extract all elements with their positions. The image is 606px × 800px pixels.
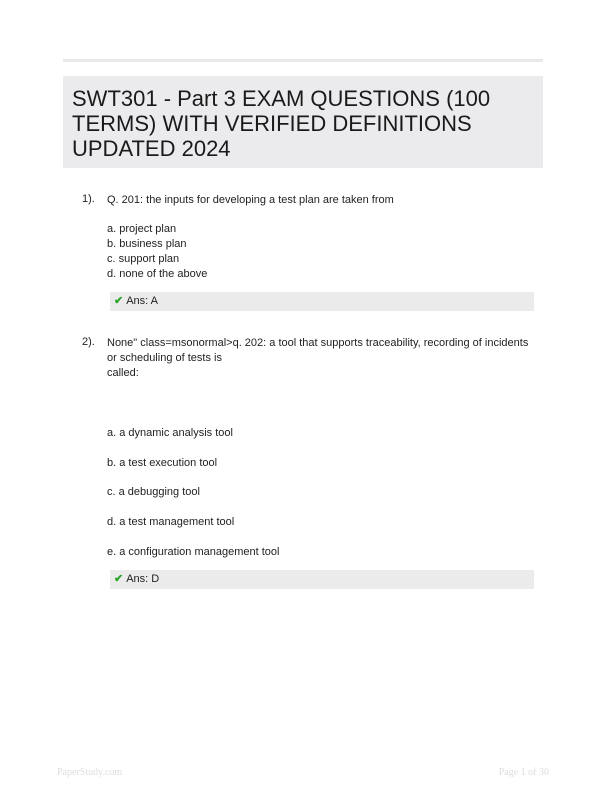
option: e. a configuration management tool xyxy=(107,546,280,558)
question-text-cont: called: xyxy=(107,367,139,379)
question-number: 1). xyxy=(82,193,95,205)
option: a. project plan xyxy=(107,223,177,235)
answer-text: Ans: A xyxy=(126,295,159,307)
question-number: 2). xyxy=(82,336,95,348)
check-icon: ✔ xyxy=(114,295,124,307)
footer-site: PaperStudy.com xyxy=(57,767,123,778)
answer-box xyxy=(110,292,534,311)
divider xyxy=(63,59,543,62)
option: c. support plan xyxy=(107,253,180,265)
answer-box xyxy=(110,570,534,589)
check-icon: ✔ xyxy=(114,573,124,585)
option: b. a test execution tool xyxy=(107,457,218,469)
question-text: None" class=msonormal>q. 202: a tool that supports traceability, recording of incidents or scheduling of tests is xyxy=(107,337,529,364)
option: b. business plan xyxy=(107,238,187,250)
option: d. a test management tool xyxy=(107,516,235,528)
option: d. none of the above xyxy=(107,268,208,280)
page-number: Page 1 of 30 xyxy=(498,767,549,778)
page-title: SWT301 - Part 3 EXAM QUESTIONS (100 TERMS) WITH VERIFIED DEFINITIONS UPDATED 2024 xyxy=(63,76,543,168)
option: a. a dynamic analysis tool xyxy=(107,427,233,439)
question-text: Q. 201: the inputs for developing a test plan are taken from xyxy=(107,194,394,206)
answer-text: Ans: D xyxy=(126,573,160,585)
option: c. a debugging tool xyxy=(107,486,200,498)
